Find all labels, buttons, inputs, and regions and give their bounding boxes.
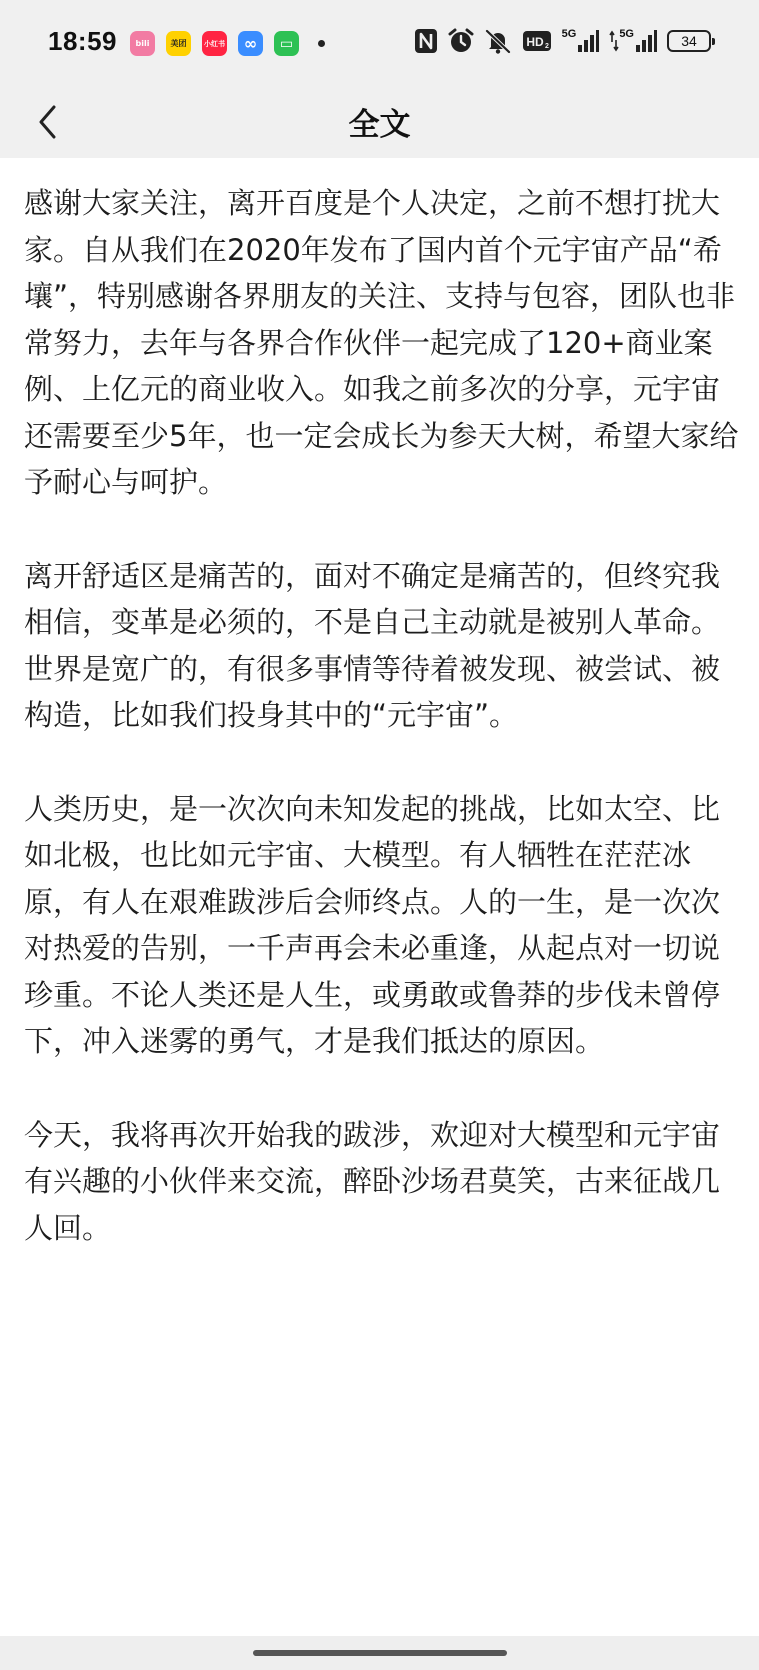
nfc-icon [414, 28, 438, 54]
data-transfer-arrows-icon [609, 30, 619, 52]
signal-2-network-label: 5G [619, 28, 634, 40]
home-indicator[interactable] [253, 1650, 507, 1656]
article-content [24, 180, 740, 1298]
article-paragraph-4: 今天，我将再次开始我的跋涉，欢迎对大模型和元宇宙有兴趣的小伙伴来交流，醉卧沙场君莫笑，古来征战几人回。 [24, 1117, 721, 1245]
status-bar [0, 0, 759, 86]
article-paragraph-3: 人类历史，是一次次向未知发起的挑战，比如太空、比如北极，也比如元宇宙、大模型。有人牺牲在茫茫冰原，有人在艰难跋涉后会师终点。人的一生，是一次次对热爱的告别，一千声再会未必重逢，从起点对一切说珍重。不论人类还是人生，或勇敢或鲁莽的步伐未曾停下，冲入迷雾的勇气，才是我们抵达的原因。 [24, 791, 721, 1058]
more-notifications-dot-icon [318, 40, 325, 47]
status-time: 18:59 [48, 26, 117, 56]
gesture-navigation-area [0, 1636, 759, 1670]
bilibili-icon [130, 31, 155, 56]
xiaohongshu-icon-label: 小红书 [204, 39, 225, 48]
nav-bar [0, 86, 759, 158]
alarm-clock-icon [448, 28, 474, 54]
signal-bars-icon [635, 29, 657, 53]
article-paragraph-2: 离开舒适区是痛苦的，面对不确定是痛苦的，但终究我相信，变革是必须的，不是自己主动就是被别人革命。世界是宽广的，有很多事情等待着被发现、被尝试、被构造，比如我们投身其中的“元宇宙”。 [24, 558, 721, 732]
signal-strength-sim2 [609, 29, 657, 53]
page-title: 全文 [348, 107, 411, 143]
wechat-icon [274, 31, 299, 56]
hd-voice-icon [522, 30, 552, 52]
wechat-icon-label: ▭ [279, 35, 294, 52]
baidu-netdisk-icon-label: ∞ [243, 34, 258, 53]
meituan-icon-label: 美团 [170, 39, 187, 48]
notification-app-icons [130, 31, 325, 56]
system-status-icons [414, 28, 711, 54]
signal-1-network-label: 5G [561, 28, 577, 40]
mute-bell-icon [484, 28, 512, 54]
battery-icon [667, 30, 711, 52]
bilibili-icon-label: bili [135, 39, 150, 48]
signal-bars-icon [577, 29, 599, 53]
hd-label: HD [525, 35, 544, 49]
battery-level: 34 [681, 33, 697, 49]
svg-text:2: 2 [544, 43, 549, 50]
baidu-netdisk-icon [238, 31, 263, 56]
meituan-icon [166, 31, 191, 56]
article-paragraph-1: 感谢大家关注，离开百度是个人决定，之前不想打扰大家。自从我们在2020年发布了国内首个元宇宙产品“希壤”，特别感谢各界朋友的关注、支持与包容，团队也非常努力，去年与各界合作伙伴一起完成了120+商业案例、上亿元的商业收入。如我之前多次的分享，元宇宙还需要至少5年，也一定会成长为参天大树，希望大家给予耐心与呵护。 [24, 186, 739, 499]
xiaohongshu-icon [202, 31, 227, 56]
signal-strength-sim1 [562, 29, 600, 53]
